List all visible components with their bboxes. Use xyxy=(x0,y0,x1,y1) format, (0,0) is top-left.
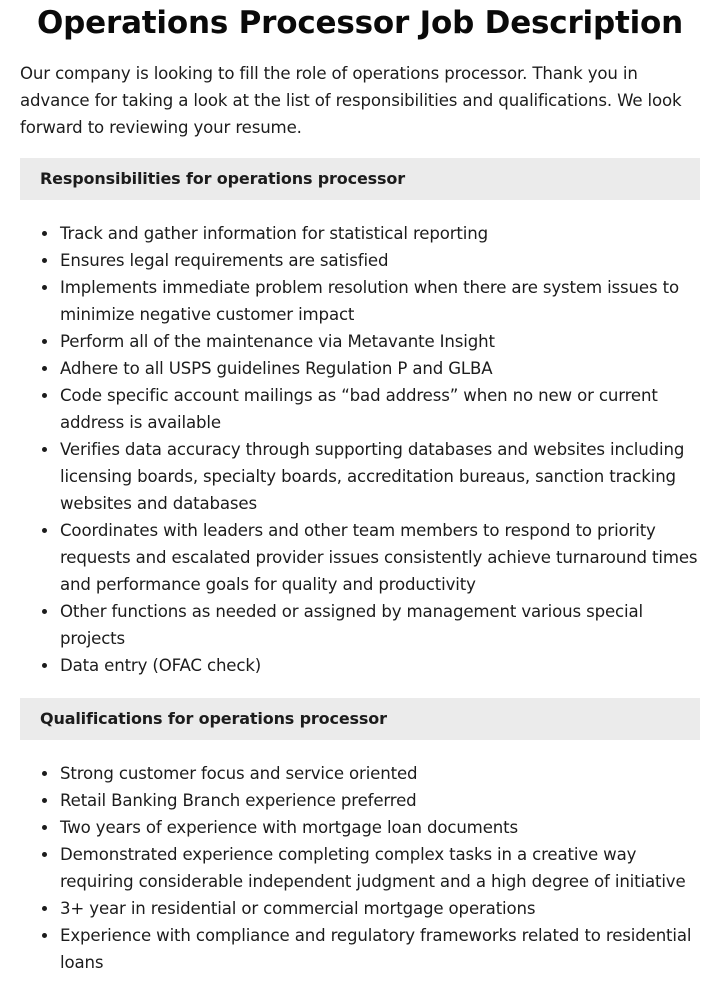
intro-paragraph: Our company is looking to fill the role of operations processor. Thank you in advance for taking a look at the list of responsibilities and qualifications. We look forward to reviewing your resume. xyxy=(20,64,682,137)
list-item: Strong customer focus and service oriented xyxy=(20,760,700,787)
list-item: 3+ year in residential or commercial mortgage operations xyxy=(20,895,700,922)
list-item: Track and gather information for statistical reporting xyxy=(20,220,700,247)
list-item: Code specific account mailings as “bad address” when no new or current address is available xyxy=(20,382,700,436)
list-item: Demonstrated experience completing complex tasks in a creative way requiring considerable independent judgment and a high degree of initiative xyxy=(20,841,700,895)
page-title: Operations Processor Job Description xyxy=(37,5,683,41)
qualifications-heading: Qualifications for operations processor xyxy=(20,698,700,740)
qualifications-list xyxy=(20,760,700,976)
list-item: Retail Banking Branch experience preferred xyxy=(20,787,700,814)
list-item: Perform all of the maintenance via Metavante Insight xyxy=(20,328,700,355)
list-item: Experience with compliance and regulatory frameworks related to residential loans xyxy=(20,922,700,976)
list-item: Other functions as needed or assigned by management various special projects xyxy=(20,598,700,652)
responsibilities-heading: Responsibilities for operations processor xyxy=(20,158,700,200)
responsibilities-list xyxy=(20,220,700,679)
list-item: Data entry (OFAC check) xyxy=(20,652,700,679)
list-item: Implements immediate problem resolution when there are system issues to minimize negative customer impact xyxy=(20,274,700,328)
list-item: Two years of experience with mortgage loan documents xyxy=(20,814,700,841)
list-item: Coordinates with leaders and other team members to respond to priority requests and escalated provider issues consistently achieve turnaround times and performance goals for quality and productivity xyxy=(20,517,700,598)
list-item: Verifies data accuracy through supporting databases and websites including licensing boards, specialty boards, accreditation bureaus, sanction tracking websites and databases xyxy=(20,436,700,517)
list-item: Ensures legal requirements are satisfied xyxy=(20,247,700,274)
list-item: Adhere to all USPS guidelines Regulation P and GLBA xyxy=(20,355,700,382)
